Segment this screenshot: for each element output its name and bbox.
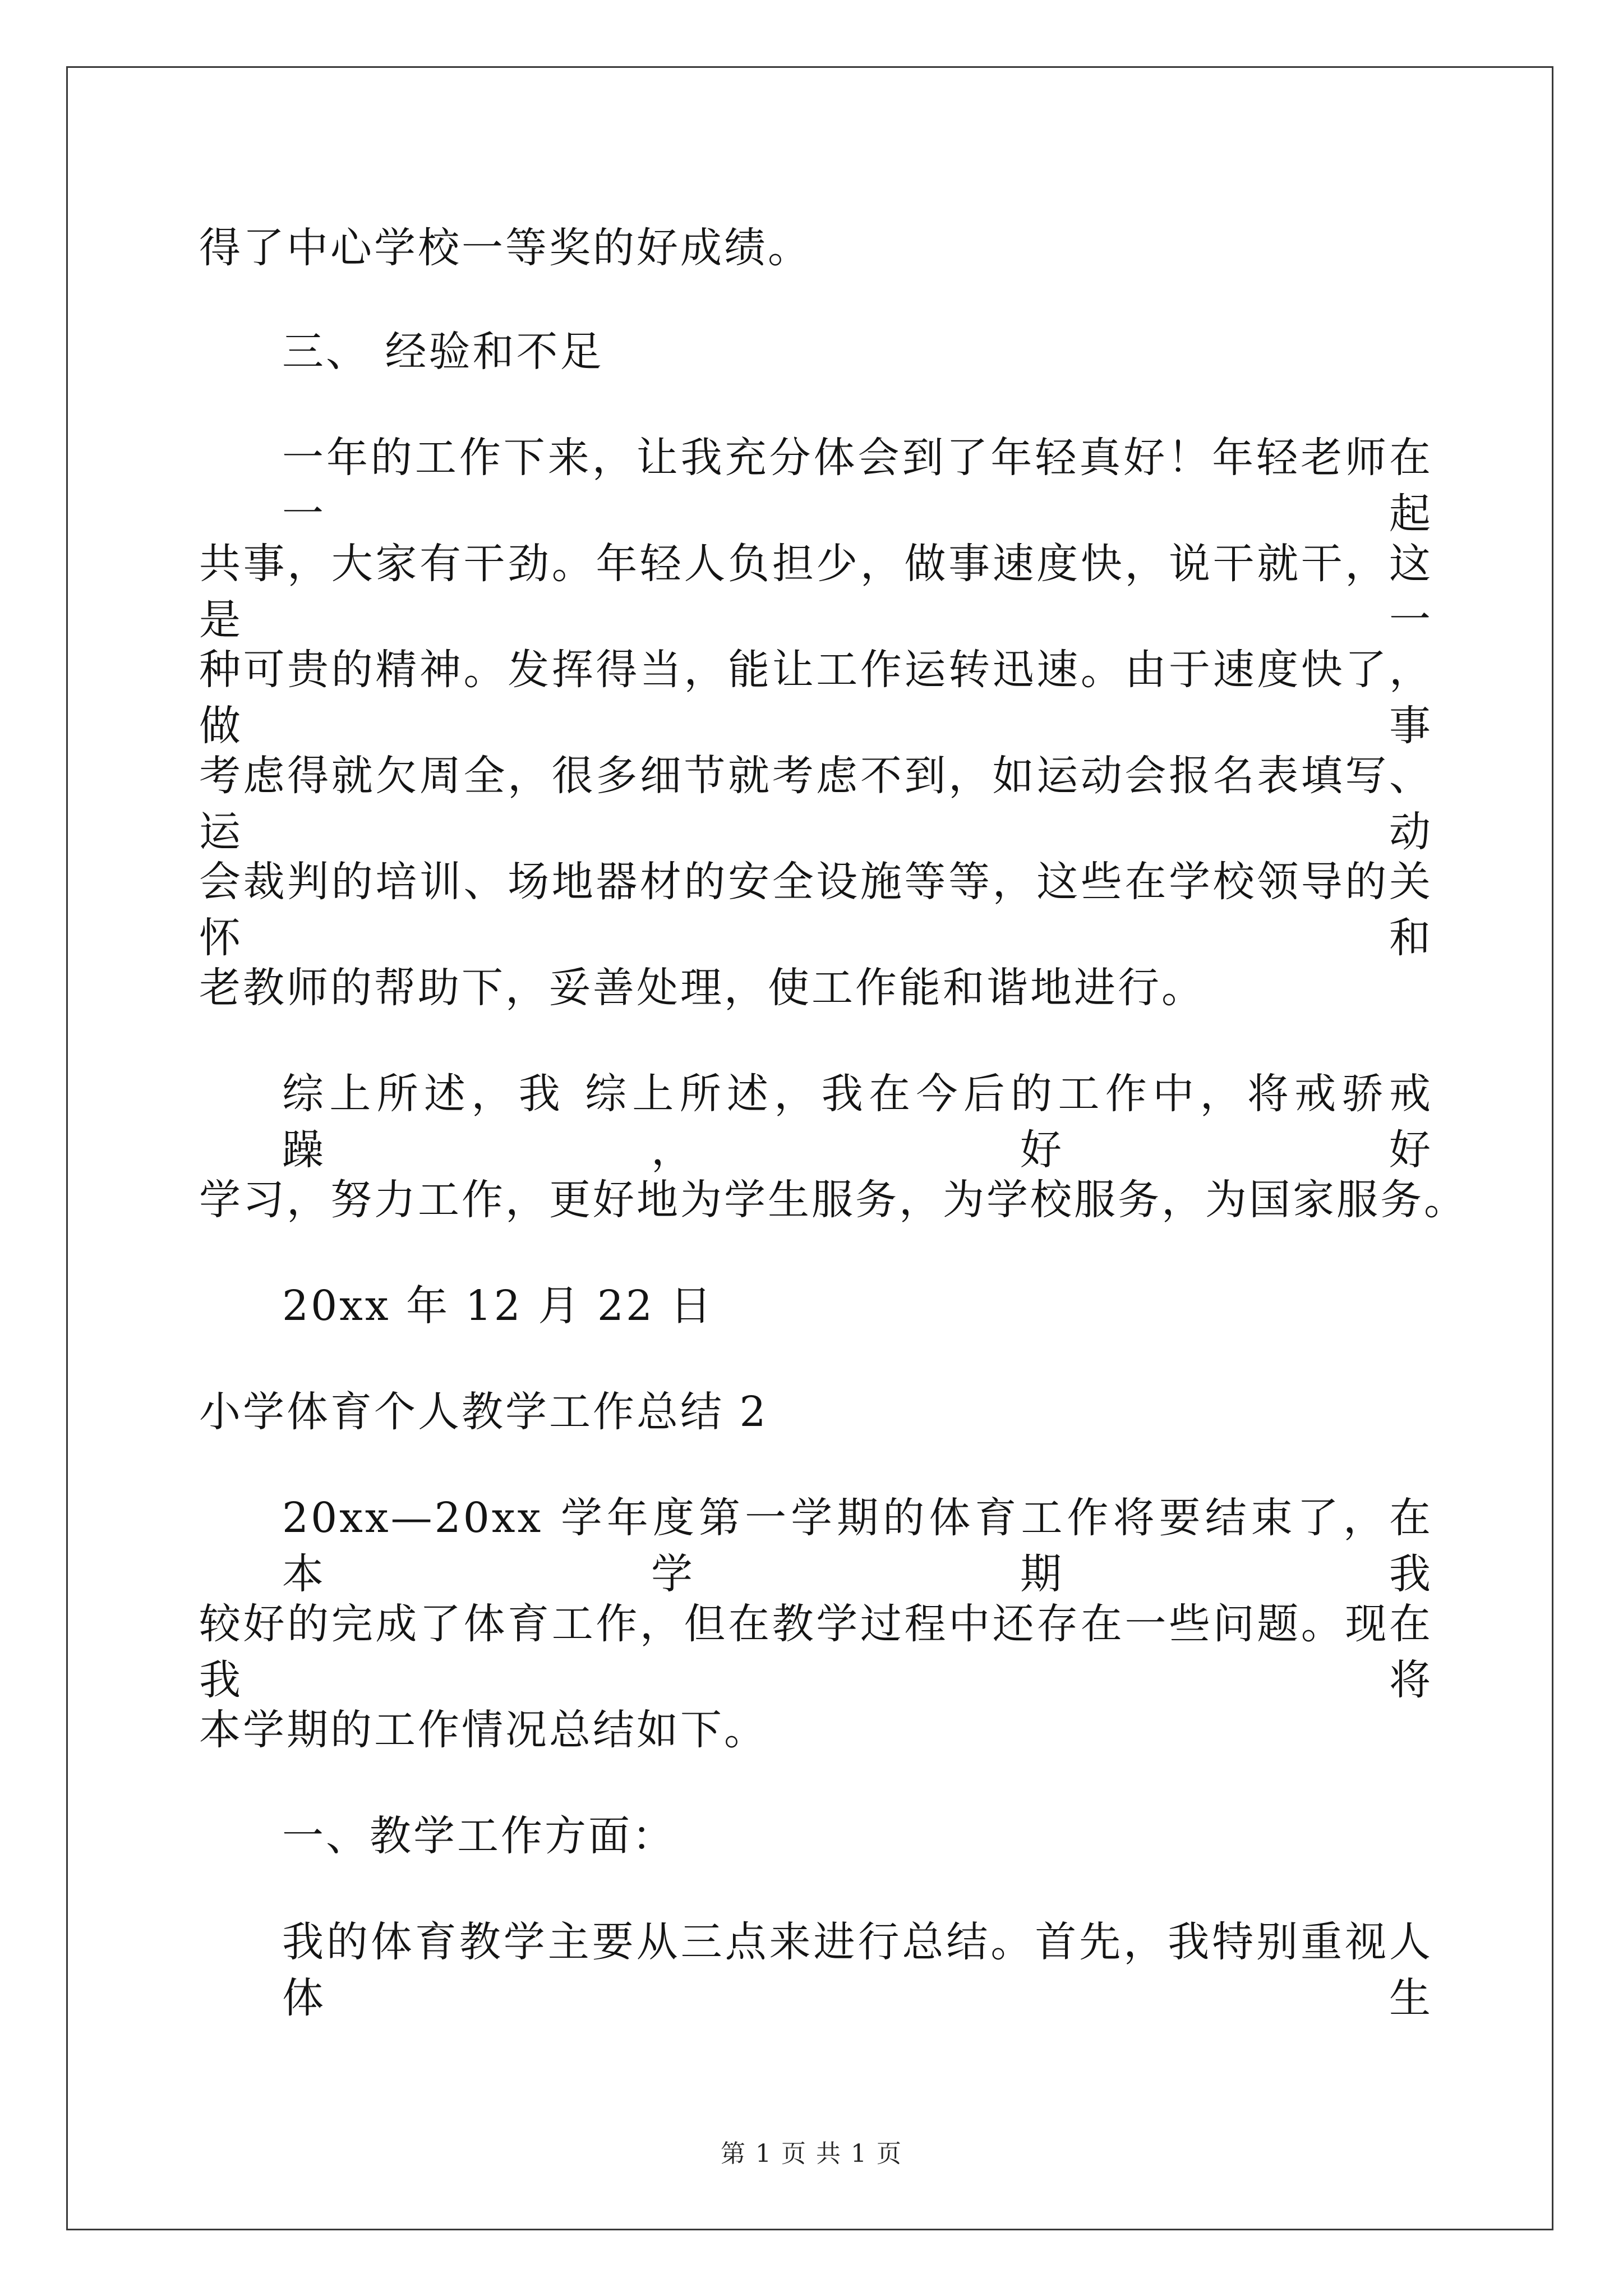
document-title: 小学体育个人教学工作总结 2 [199, 1388, 768, 1436]
text-line: 综上所述，我 综上所述，我在今后的工作中，将戒骄戒躁，好好 [282, 1070, 1433, 1174]
text-line: 会裁判的培训、场地器材的安全设施等等，这些在学校领导的关怀和 [199, 858, 1433, 962]
text-line: 考虑得就欠周全，很多细节就考虑不到，如运动会报名表填写、运动 [199, 752, 1433, 856]
text-line: 20xx—20xx 学年度第一学期的体育工作将要结束了，在本学期我 [282, 1494, 1433, 1598]
text-line: 较好的完成了体育工作，但在教学过程中还存在一些问题。现在我将 [199, 1600, 1433, 1704]
text-line: 种可贵的精神。发挥得当，能让工作运转迅速。由于速度快了，做事 [199, 646, 1433, 750]
section-heading: 一、教学工作方面： [282, 1812, 676, 1860]
page-footer: 第 1 页 共 1 页 [721, 2139, 902, 2168]
text-line: 共事，大家有干劲。年轻人负担少，做事速度快，说干就干，这是一 [199, 540, 1433, 644]
text-line: 本学期的工作情况总结如下。 [199, 1706, 768, 1754]
section-heading: 三、 经验和不足 [282, 328, 604, 376]
text-line: 得了中心学校一等奖的好成绩。 [199, 224, 811, 272]
text-line: 我的体育教学主要从三点来进行总结。首先，我特别重视人体生 [282, 1918, 1433, 2022]
text-line: 老教师的帮助下，妥善处理，使工作能和谐地进行。 [199, 964, 1205, 1012]
date-line: 20xx 年 12 月 22 日 [282, 1282, 714, 1330]
text-line: 一年的工作下来，让我充分体会到了年轻真好！年轻老师在一起 [282, 434, 1433, 538]
text-line: 学习，努力工作，更好地为学生服务，为学校服务，为国家服务。 [199, 1176, 1468, 1224]
